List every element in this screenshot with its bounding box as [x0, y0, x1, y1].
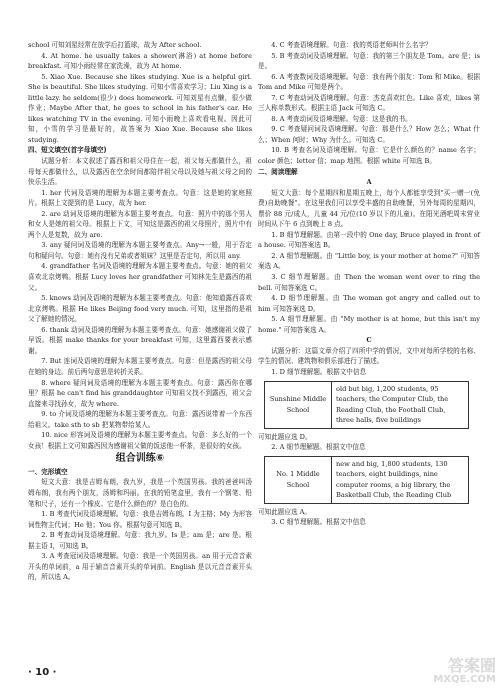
section-heading: 二、阅读理解	[258, 167, 298, 176]
page-number: · 10 ·	[28, 667, 57, 678]
answer-item: 10. B 考查名词及语境理解。句意：它是什么颜色的？name 名字；color 颜色；letter 信；map 地图。根据 white 可知选 B。	[258, 146, 480, 166]
section-heading: 四、短文填空(首字母填空)	[28, 146, 107, 155]
school-info-table	[264, 381, 469, 429]
paragraph: 可知此题应选 A。	[258, 507, 312, 516]
watermark-logo: 答案圈 MXQE.COM	[433, 656, 496, 685]
answer-item: 2. A 细节理解题。根据文中信息	[271, 443, 366, 452]
school-details-cell: old but big, 1,200 students, 95 teachers, the Computer Club, the Reading Club, the Football Club, three halls, five buildings	[332, 381, 469, 428]
section-banner: 组合训练⑥	[115, 453, 165, 465]
analysis-paragraph: 试题分析：这篇文章介绍了四所中学的情况，文中对每所学校的名称、学生的情况、建筑物和俱乐部进行了描述。	[258, 346, 480, 366]
paragraph: 可知此题应选 D。	[258, 432, 312, 441]
answer-item: 9. to 介词及语境的理解为本题主要考查点。句意：露西说带着一个东西给祖父。take sth to sb 把某物带给某人。	[28, 410, 252, 429]
answer-item: 8. A 考查动词及语境理解。句意：这是我的书。	[271, 114, 412, 123]
section-heading: 一、完形填空	[28, 467, 68, 476]
answer-item: 1. her 代词及语境的理解为本题主要考查点。句意：这是她的家庭照片。根据上文提到的是 Lucy，故为 her.	[28, 188, 252, 208]
answer-item: 3. C 细节理解题。根据文中信息	[271, 518, 366, 527]
school-name-cell: No. 1 Middle School	[265, 456, 332, 503]
answer-item: 9. C 考查疑问词及语境理解。句意：那是什么？How 怎么；What 什么；When 何时；Why 为什么。可知选 C。	[258, 125, 480, 144]
answer-item: 3. C 细节理解题。由 Then the woman went over to ring the bell. 可知答案选 C。	[258, 273, 480, 292]
school-name-cell: Sunshine Middle School	[265, 381, 332, 428]
answer-item: 1. B 细节理解题。由第一段中的 One day, Bruce played in front of a house. 可知答案选 B。	[258, 230, 480, 250]
school-details-cell: new and big, 1,800 students, 130 teachers, eight buildings, nine computer rooms, a big library, the Basketball Club, the Reading Club	[332, 456, 469, 503]
subsection-label: C	[366, 336, 372, 345]
paragraph: 5. Xiao Xue. Because she likes studying. Xue is a helpful girl. She is beautiful. She likes studying. 可知小雪喜欢学习；Liu Xing is a little lazy. he seldom(很少) does homework. 可知刘星有点懒，很少做作业；Maybe After that, he goes to school in his father's car. He likes watching TV in the evening. 可知小雨晚上喜欢看电视。因此可知，小雪的学习是最好的，故答案为 Xiao Xue. Because she likes studying.	[28, 72, 252, 144]
answer-item: 5. B 考查动词及语境理解。句意：我的第三个朋友是 Tom。are 是；is 是。	[258, 51, 480, 71]
left-column	[28, 40, 252, 583]
answer-item: 2. are 动词及语境的理解为本题主要考查点。句意：照片中的那个男人和女人是她的祖父母。根据上下文，可知这是露西的祖父母照片，照片中有两个人是复数，故为 are.	[28, 209, 252, 239]
summary-paragraph: 短文大意：我是吉姆布朗，我九岁，我是一个英国男孩。我的爸爸叫汤姆布朗，我有两个朋友，汤姆和玛丽。在我的铅笔盒里，我有一个钢笔、铅笔和尺子，还有一个橡皮。它是什么颜色的？是白色的。	[28, 478, 252, 508]
school-info-table	[264, 456, 469, 504]
answer-item: 2. A 细节理解题。由 "Little boy, is your mother at home?" 可知答案选 A。	[258, 251, 480, 271]
answer-item: 2. B 考查动词及语境理解。句意：我九岁。Is 是；am 是；are 是。根据主语 I，可知选 B。	[28, 531, 252, 550]
answer-item: 7. But 连词及语境的理解为本题主要考查点。句意：但是露西的祖父母在她的身边。前后两句意思是转折关系。	[28, 357, 252, 376]
answer-item: 3. A 考查冠词及语境理解。句意：我是一个英国男孩。an 用于元音音素开头的单词前，a 用于辅音音素开头的单词前。English 是以元音音素开头的，所以选 A。	[28, 552, 252, 582]
answer-item: 1. B 考查代词及语境理解。句意：我是吉姆布朗。I 为主格；My 为形容词性物主代词；He 他；You 你。根据句意可知选 B。	[28, 510, 252, 529]
summary-paragraph: 短文大意：每个星期四和星期五晚上，每个人都能享受到"买一赠一(免费)自助晚餐"。在这里我们可以享受丰盛的自助晚餐，另外每周的星期四，票价 88 元/成人，儿童 44 元/位(10 岁以下的儿童)。在阳光酒吧周末营业时间从下午 6 点到晚上 8 点。	[258, 188, 480, 229]
answer-item: 3. any 疑问词及语境的理解为本题主要考查点。Any→一般，用于否定句和疑问句。句意：她有没有兄弟或者姐妹？这里是否定句，所以用 any.	[28, 241, 252, 260]
answer-item: 1. D 细节理解题。根据文中信息	[271, 367, 367, 376]
answer-item: 10. nice 形容词及语境的理解为本题主要考查点。句意：多么好的一个女孩！根据上文可知露西因为感谢祖父做的饭送他一杯茶，是很好的女孩。	[28, 431, 252, 450]
right-column	[258, 40, 480, 528]
subsection-label: A	[366, 178, 372, 187]
answer-item: 6. thank 动词及语境的理解为本题主要考查点。句意：她感谢祖父做了早饭。根据 make thanks for your breakfast 可知，这里露西要表示感谢。	[28, 325, 252, 355]
analysis-paragraph: 试题分析：本文叙述了露西和祖父母住在一起，祖父每天都做什么，祖母每天都做什么，以及露西在空余时间都陪伴祖父母以及她与祖父母之间的快乐生活。	[28, 157, 252, 187]
answer-item: 6. A 考查数词及语境理解。句意：我有两个朋友：Tom 和 Mike。根据 Tom and Mike 可知是两个。	[258, 72, 480, 92]
answer-item: 7. C 考查动词及语境理解。句意：杰克喜欢红色。Like 喜欢，likes 第三人称单数形式。根据主语 Jack 可知选 C。	[258, 93, 480, 113]
answer-item: 5. A 细节理解题。由 "My mother is at home, but this isn't my home." 可知答案选 A。	[258, 315, 480, 334]
answer-item: 4. C 考查语境理解。句意：我的英语老师叫什么名字？	[271, 41, 432, 49]
answer-item: 4. D 细节理解题。由 The woman got angry and called out to him 可知答案选 D。	[258, 294, 480, 313]
paragraph: school 可知刘星经常在放学后打篮球，故为 After school.	[28, 41, 202, 49]
answer-item: 8. where 疑问词及语境的理解为本题主要考查点。句意：露西你在哪里？根据 he can't find his granddaughter 可知祖父找不到露西，祖父会直接来寻找孙女，故为 where.	[28, 378, 252, 408]
answer-item: 5. knows 动词及语境的理解为本题主要考查点。句意：他知道露西喜欢北京烤鸭。根据 He likes Beijing food very much. 可知，这里指的是祖父了解她的情况。	[28, 294, 252, 324]
answer-item: 4. grandfather 名词及语境的理解为本题主要考查点。句意：她的祖父喜欢北京烤鸭。根据 Lucy loves her grandfather 可知林先生是露西的祖父。	[28, 262, 252, 292]
paragraph: 4. At home. he usually takes a shower(淋浴) at home before breakfast. 可知小雨经常在家洗澡，故为 At home.	[28, 51, 252, 71]
